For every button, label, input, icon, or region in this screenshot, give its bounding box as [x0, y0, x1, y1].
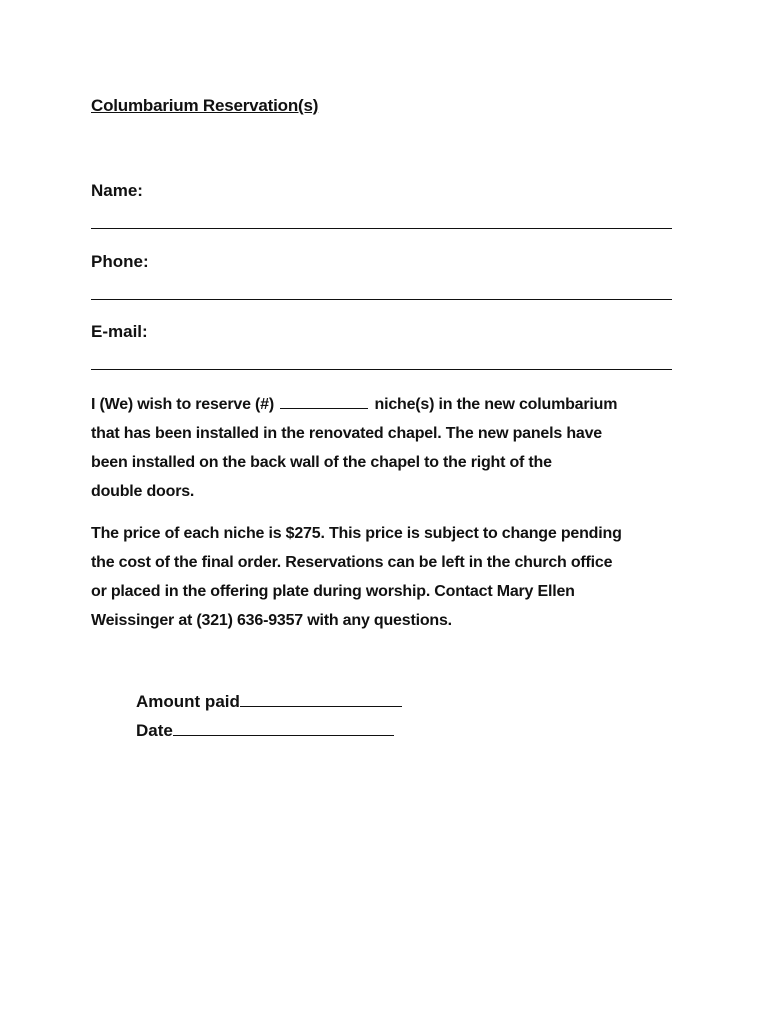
- paragraph-line: or placed in the offering plate during worship. Contact Mary Ellen: [91, 583, 575, 600]
- date-label: Date: [136, 721, 173, 740]
- paragraph-line: The price of each niche is $275. This price is subject to change pending: [91, 525, 622, 542]
- name-label: Name:: [91, 181, 143, 200]
- amount-paid-blank[interactable]: [240, 692, 402, 707]
- paragraph-line: [91, 390, 691, 419]
- name-line[interactable]: [91, 228, 672, 229]
- paragraph-line: been installed on the back wall of the chapel to the right of the: [91, 454, 552, 471]
- phone-label: Phone:: [91, 252, 149, 271]
- amount-paid-row: [136, 692, 402, 712]
- amount-paid-label: Amount paid: [136, 692, 240, 711]
- reserve-text-end: niche(s) in the new columbarium: [374, 396, 618, 413]
- reserve-text-start: I (We) wish to reserve (#): [91, 396, 275, 413]
- price-paragraph: [91, 519, 691, 635]
- email-label: E-mail:: [91, 322, 148, 341]
- reservation-paragraph: [91, 390, 691, 506]
- form-title: Columbarium Reservation(s): [91, 96, 319, 115]
- date-row: [136, 721, 394, 741]
- paragraph-line: double doors.: [91, 483, 195, 500]
- date-blank[interactable]: [173, 721, 394, 736]
- phone-line[interactable]: [91, 299, 672, 300]
- paragraph-line: the cost of the final order. Reservations can be left in the church office: [91, 554, 613, 571]
- paragraph-line: that has been installed in the renovated chapel. The new panels have: [91, 425, 602, 442]
- paragraph-line: Weissinger at (321) 636-9357 with any questions.: [91, 612, 452, 629]
- niche-count-blank[interactable]: [280, 395, 368, 409]
- email-line[interactable]: [91, 369, 672, 370]
